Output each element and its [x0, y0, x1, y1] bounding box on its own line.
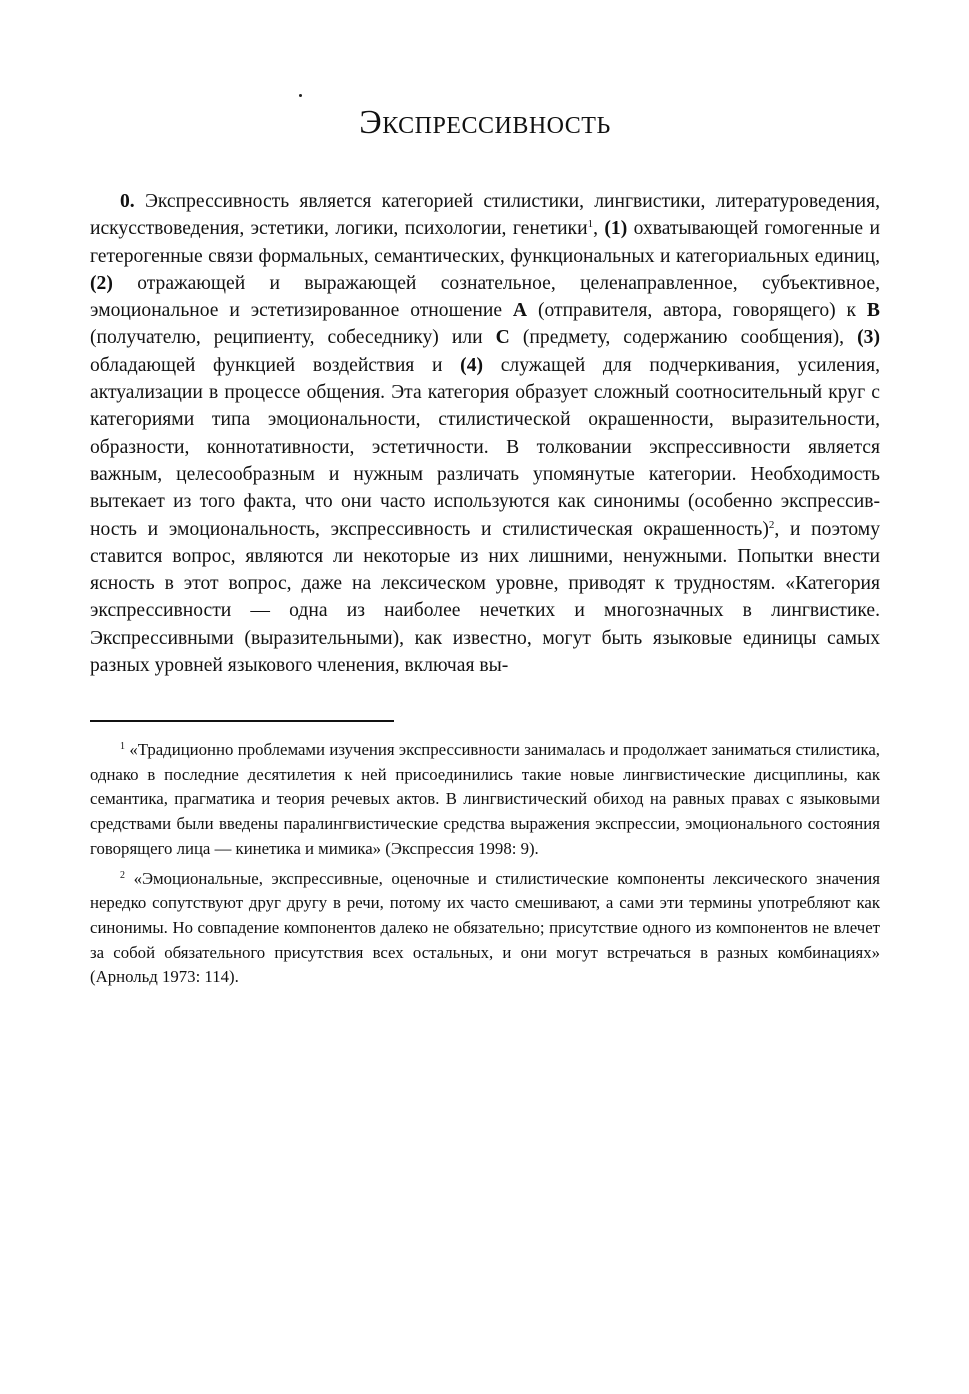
point-marker-2: (2): [90, 272, 113, 294]
body-text-segment: (предмету, содержанию сообщения),: [509, 327, 858, 349]
body-text-segment: охватывающей гомогенные и гетерогенные связи формальных, семантических, функциональных и категориальных единиц,: [90, 218, 880, 267]
body-text-segment: , и поэтому ставится вопрос, являются ли некоторые из них лишними, ненужными. Попытки внести ясность в этот вопрос, даже на лексическом уровне, приводят к трудностям. «Категория экспрессивности — одна из наиболее нечетких и многозначных в лингвистике. Экспрессивными (выразительными), как известно, могут быть языковые единицы самых разных уровней языкового членения, включая вы-: [90, 518, 881, 677]
footnote-ref-1[interactable]: 1: [587, 218, 594, 231]
section-number: 0.: [120, 191, 135, 212]
footnote-separator: [90, 720, 394, 722]
footnote-1: [90, 738, 880, 862]
body-text-segment: (отправителя, автора, говорящего) к: [527, 300, 867, 322]
letter-c: С: [495, 327, 510, 349]
footnote-text: «Традиционно проблемами изучения экспрессивности занималась и продолжает заниматься стилистика, однако в последние десятилетия к ней присоединились такие новые лингвистические дисциплины, как семантика, прагматика и теория речевых актов. В лингвистический обиход на равных правах с языковыми средствами были введены паралингвистические средства выражения экспрессии, эмоционального состояния говорящего лица — кинетика и мимика» (Экспрессия 1998: 9).: [90, 740, 880, 858]
letter-b: В: [866, 300, 880, 322]
body-text-segment: (получателю, реципиенту, собеседнику) или: [90, 327, 496, 349]
point-marker-1: (1): [604, 218, 628, 240]
footnote-ref-2[interactable]: 2: [768, 518, 775, 531]
body-text-segment: Экспрессивность является категорией стилистики, лингвистики, литературоведения, искусствоведения, эстетики, логики, психологии, генетики: [90, 191, 880, 240]
letter-a: А: [512, 300, 528, 322]
point-marker-3: (3): [857, 327, 880, 349]
footnote-2: [90, 867, 880, 991]
scan-speck: [299, 94, 302, 97]
footnote-mark-1: 1: [120, 741, 125, 752]
page-title: Экспрессивность: [359, 104, 611, 141]
point-marker-4: (4): [460, 354, 484, 376]
footnote-text: «Эмоциональные, экспрессивные, оценочные и стилистические компоненты лексического значения нередко сопутствуют друг другу в речи, потому их часто смешивают, а сами эти термины употребляют как синонимы. Но совпадение компонентов далеко не обязательно; присутствие одного из компонентов не влечет за собой обязательного присутствия всех остальных, и они могут встречаться в разных комбинациях» (Арнольд 1973: 114).: [90, 868, 880, 987]
body-text-segment: ,: [593, 218, 605, 240]
body-text-segment: обладающей функцией воздействия и: [90, 354, 461, 376]
footnotes-section: [90, 738, 880, 995]
footnote-mark-2: 2: [120, 869, 125, 881]
body-text-segment: отражающей и выражающей сознательное, целенаправленное, субъективное, эмоциональное и эстетизированное отношение: [90, 272, 880, 322]
body-text-segment: служащей для подчеркивания, усиления, актуализации в процессе общения. Эта категория образует сложный соотносительный круг с категориями типа эмоциональности, стилистической окрашенности, выразительности, образности, коннотативности, эстетичности. В толковании экспрессивности является важным, целесообразным и нужным различать упомянутые категории. Необходимость вытекает из того факта, что они часто используются как синонимы (особенно экспрессивность и эмоциональность, экспрессивность и стилистическая окрашенность): [90, 354, 880, 540]
body-paragraph: [90, 188, 880, 679]
